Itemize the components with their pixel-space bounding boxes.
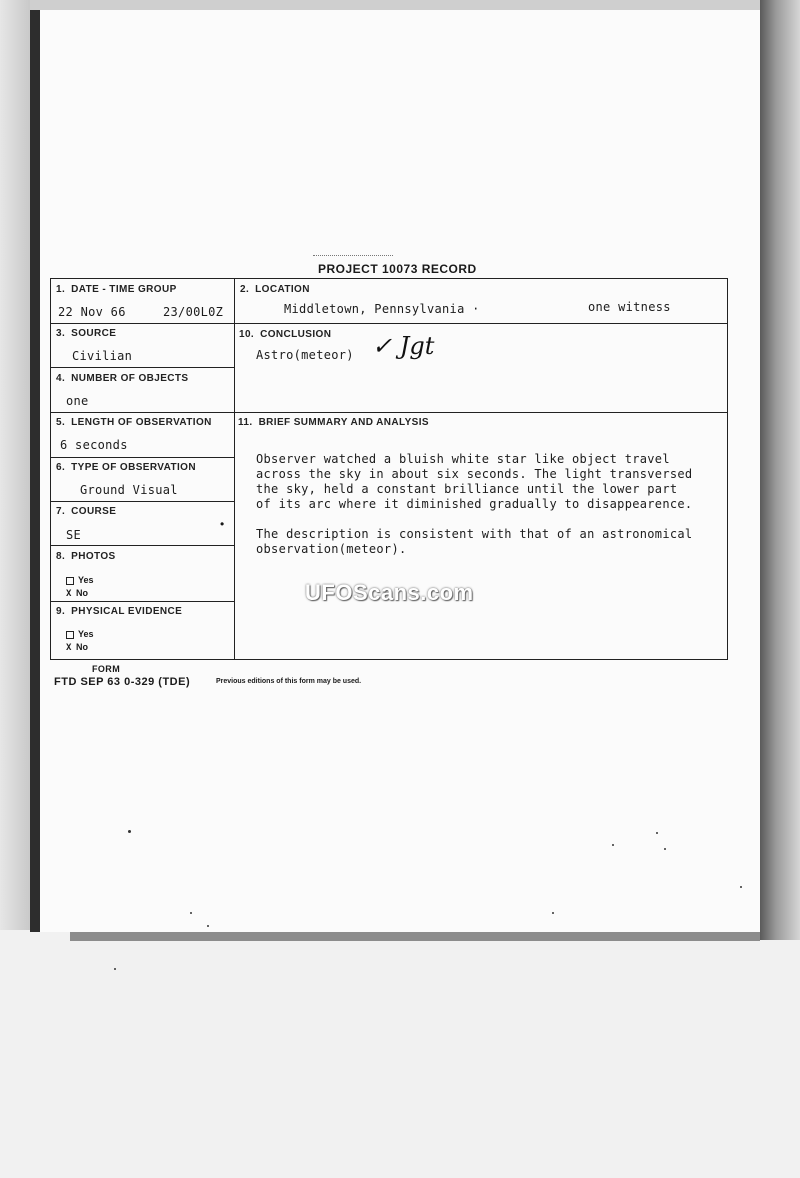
summary-label: 11. BRIEF SUMMARY AND ANALYSIS xyxy=(238,417,429,428)
summary-line: Observer watched a bluish white star like object travel xyxy=(256,452,670,466)
date-label: 1. DATE - TIME GROUP xyxy=(56,284,177,295)
time-value: 23/00L0Z xyxy=(163,305,224,319)
source-value: Civilian xyxy=(72,349,133,363)
summary-line: across the sky in about six seconds. The light transversed xyxy=(256,467,693,481)
photos-label: 8. PHOTOS xyxy=(56,551,116,562)
scan-speck xyxy=(664,848,666,850)
evidence-no-option: X No xyxy=(66,642,88,653)
checkbox-empty-icon xyxy=(66,577,74,585)
scan-backdrop-right xyxy=(760,0,800,940)
sheet-shadow xyxy=(70,932,760,941)
evidence-yes-option: Yes xyxy=(66,629,94,639)
scan-speck xyxy=(128,830,131,833)
photos-yes-option: Yes xyxy=(66,575,94,585)
summary-line: the sky, held a constant brilliance until the lower part xyxy=(256,482,678,496)
summary-text xyxy=(256,452,726,572)
row-divider xyxy=(51,545,234,546)
photos-no-option: X No xyxy=(66,588,88,599)
source-label: 3. SOURCE xyxy=(56,328,117,339)
type-label: 6. TYPE OF OBSERVATION xyxy=(56,462,196,473)
row-divider xyxy=(51,412,234,413)
location-value: Middletown, Pennsylvania · xyxy=(284,302,480,316)
summary-line: of its arc where it diminished gradually to disappearence. xyxy=(256,497,693,511)
date-value: 22 Nov 66 xyxy=(58,305,126,319)
checkbox-checked-icon: X xyxy=(66,643,72,653)
objects-value: one xyxy=(66,394,89,408)
scan-speck xyxy=(114,968,116,970)
location-label: 2. LOCATION xyxy=(240,284,310,295)
scan-speck xyxy=(612,844,614,846)
row-divider xyxy=(234,323,727,324)
scan-speck xyxy=(656,832,658,834)
handwritten-initials: ✓ Jgt xyxy=(372,332,435,360)
row-divider xyxy=(51,367,234,368)
row-divider xyxy=(234,412,727,413)
watermark: UFOScans.com xyxy=(305,580,474,605)
length-value: 6 seconds xyxy=(60,438,128,452)
witness-value: one witness xyxy=(588,300,671,314)
evidence-label: 9. PHYSICAL EVIDENCE xyxy=(56,606,183,617)
row-divider xyxy=(51,457,234,458)
footer-form-code: FTD SEP 63 0-329 (TDE) xyxy=(54,676,191,688)
objects-label: 4. NUMBER OF OBJECTS xyxy=(56,373,189,384)
course-value: SE xyxy=(66,528,82,542)
summary-line: observation(meteor). xyxy=(256,542,407,556)
column-divider xyxy=(234,279,235,659)
row-divider xyxy=(51,501,234,502)
course-mark: • xyxy=(220,517,225,531)
row-divider xyxy=(51,323,234,324)
scan-speck xyxy=(552,912,554,914)
type-value: Ground Visual xyxy=(80,483,178,497)
title-rule xyxy=(313,255,393,256)
checkbox-checked-icon: X xyxy=(66,589,72,599)
scan-speck xyxy=(190,912,192,914)
checkbox-empty-icon xyxy=(66,631,74,639)
length-label: 5. LENGTH OF OBSERVATION xyxy=(56,417,212,428)
summary-line: The description is consistent with that of an astronomical xyxy=(256,527,693,541)
scan-speck xyxy=(207,925,209,927)
scan-speck xyxy=(740,886,742,888)
course-label: 7. COURSE xyxy=(56,506,117,517)
row-divider xyxy=(51,601,234,602)
page-title: PROJECT 10073 RECORD xyxy=(318,262,477,276)
footer-note: Previous editions of this form may be used. xyxy=(216,678,362,685)
scan-backdrop-left xyxy=(0,0,30,930)
conclusion-label: 10. CONCLUSION xyxy=(239,329,332,340)
footer-form-word: FORM xyxy=(92,664,121,674)
conclusion-value: Astro(meteor) xyxy=(256,348,354,362)
